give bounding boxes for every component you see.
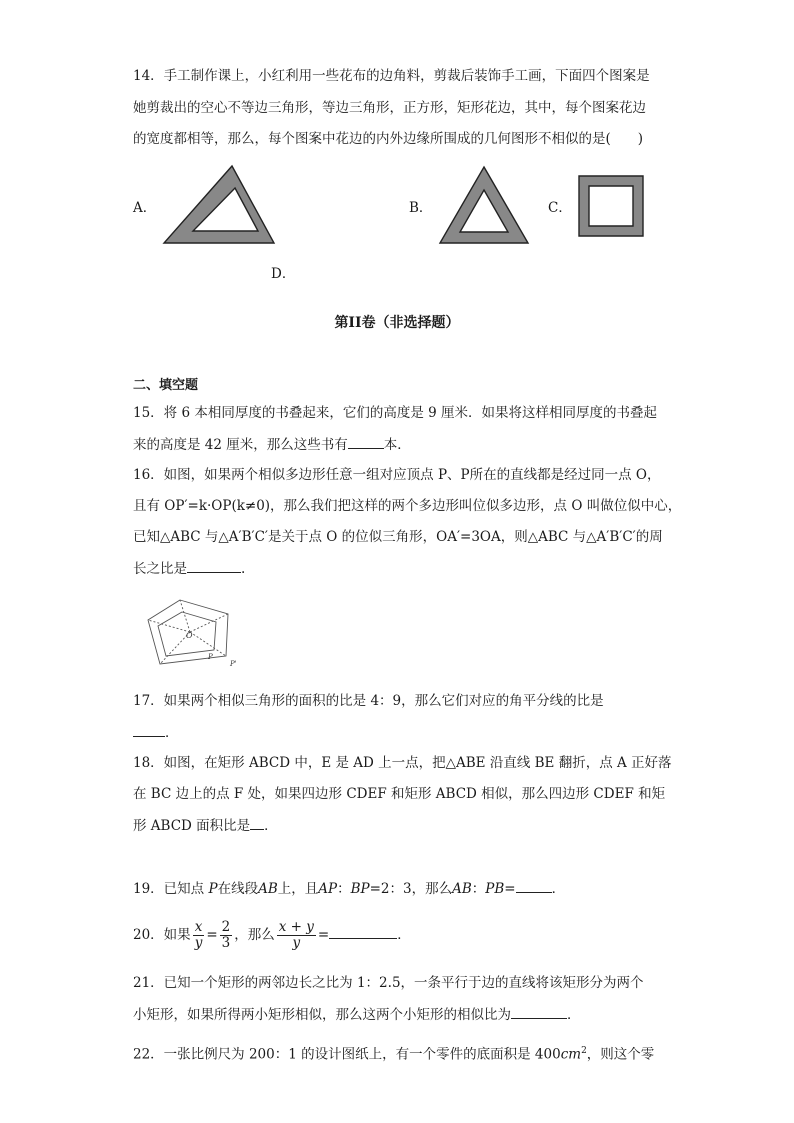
q19-text-5: =2：3，那么 bbox=[369, 881, 453, 897]
q22-line-1 bbox=[133, 1041, 654, 1065]
q19-answer-blank[interactable] bbox=[516, 878, 552, 893]
q19-var-pb: PB bbox=[485, 881, 505, 897]
q14-line-1: 14．手工制作课上，小红利用一些花布的边角料，剪裁后装饰手工画，下面四个图案是 bbox=[133, 68, 650, 84]
q18-line-1: 18．如图，在矩形 ABCD 中，E 是 AD 上一点，把△ABE 沿直线 BE 翻折，点 A 正好落 bbox=[133, 755, 672, 771]
q19-var-p: P bbox=[208, 881, 218, 897]
q16-homothety-figure bbox=[140, 594, 248, 670]
q19-var-bp: BP bbox=[350, 881, 370, 897]
q20-frac1-den: y bbox=[194, 935, 203, 951]
q20-line bbox=[133, 918, 411, 952]
q15-text-b: 本． bbox=[383, 437, 411, 453]
section-subtitle: 二、填空题 bbox=[133, 378, 199, 393]
q16-text-b: . bbox=[241, 561, 246, 577]
q16-line-1: 16．如图，如果两个相似多边形任意一组对应顶点 P、P所在的直线都是经过同一点 O， bbox=[133, 467, 661, 483]
label-o: O bbox=[186, 631, 193, 640]
q15-answer-blank[interactable] bbox=[348, 434, 384, 449]
q16-line-4 bbox=[133, 558, 245, 579]
q20-fraction-2-over-3 bbox=[220, 920, 233, 951]
q20-fraction-xy-over-y bbox=[277, 920, 316, 951]
q16-text-a: 长之比是 bbox=[133, 561, 187, 577]
q19-line bbox=[133, 878, 565, 899]
option-a-label: A． bbox=[133, 200, 157, 216]
q21-text-b: ． bbox=[567, 1007, 581, 1023]
q17-line-1: 17．如果两个相似三角形的面积的比是 4：9，那么它们对应的角平分线的比是 bbox=[133, 693, 604, 709]
q17-answer-blank[interactable] bbox=[133, 722, 165, 737]
q20-frac3-den: y bbox=[292, 935, 301, 951]
option-c-square-frame bbox=[576, 173, 646, 239]
q19-var-ap: AP bbox=[318, 881, 338, 897]
label-p: P bbox=[208, 653, 213, 661]
q16-answer-blank[interactable] bbox=[187, 558, 241, 573]
q16-line-2: 且有 OP′=k·OP(k≠0)，那么我们把这样的两个多边形叫位似多边形，点 O 叫做位似中心， bbox=[133, 498, 682, 514]
q22-unit: cm bbox=[560, 1046, 582, 1063]
label-p-prime: P' bbox=[230, 660, 237, 668]
q19-text-3: 上，且 bbox=[277, 881, 319, 897]
q22-text-a: 22．一张比例尺为 200：1 的设计图纸上，有一个零件的底面积是 400 bbox=[133, 1046, 561, 1063]
q18-answer-blank[interactable] bbox=[250, 815, 264, 830]
q19-text-4: ： bbox=[337, 881, 351, 897]
q17-line-2 bbox=[133, 722, 179, 743]
q18-text-a: 形 ABCD 面积比是 bbox=[133, 818, 251, 834]
q20-frac2-den: 3 bbox=[221, 935, 231, 951]
q15-line-2 bbox=[133, 434, 411, 455]
q16-line-3: 已知△ABC 与△A′B′C′是关于点 O 的位似三角形，OA′=3OA，则△ABC 与△A′B′C′的周 bbox=[133, 529, 663, 545]
q14-line-3: 的宽度都相等，那么，每个图案中花边的内外边缘所围成的几何图形不相似的是( ) bbox=[133, 131, 644, 147]
option-d-label: D． bbox=[271, 266, 296, 282]
q18-text-b: ． bbox=[264, 818, 278, 834]
q20-fraction-x-over-y bbox=[193, 920, 205, 951]
q15-text-a: 来的高度是 42 厘米，那么这些书有 bbox=[133, 437, 348, 453]
q20-text-3: ． bbox=[397, 927, 411, 943]
q20-frac3-num: x + y bbox=[278, 919, 314, 935]
q18-line-2: 在 BC 边上的点 F 处，如果四边形 CDEF 和矩形 ABCD 相似，那么四边形 CDEF 和矩 bbox=[133, 786, 666, 802]
q19-text-7: = bbox=[504, 881, 516, 897]
q20-equals-2: = bbox=[317, 927, 330, 943]
q20-frac1-num: x bbox=[193, 920, 205, 936]
q21-line-1: 21．已知一个矩形的两邻边长之比为 1：2.5，一条平行于边的直线将该矩形分为两个 bbox=[133, 975, 644, 991]
option-b-label: B． bbox=[409, 200, 433, 216]
section-title: 第II卷（非选择题） bbox=[334, 315, 460, 331]
q14-line-2: 她剪裁出的空心不等边三角形，等边三角形，正方形，矩形花边，其中，每个图案花边 bbox=[133, 100, 646, 116]
q21-answer-blank[interactable] bbox=[511, 1004, 567, 1019]
q20-text-1: 20．如果 bbox=[133, 927, 191, 943]
q22-text-b: ，则这个零 bbox=[586, 1046, 655, 1063]
option-c-label: C． bbox=[548, 200, 572, 216]
q18-line-3 bbox=[133, 815, 278, 836]
q19-text-2: 在线段 bbox=[217, 881, 259, 897]
q21-text-a: 小矩形，如果所得两小矩形相似，那么这两个小矩形的相似比为 bbox=[133, 1007, 511, 1023]
option-a-scalene-triangle-frame bbox=[160, 162, 280, 248]
q20-text-2: ，那么 bbox=[234, 927, 275, 943]
q22-unit-sup: 2 bbox=[581, 1046, 587, 1056]
q21-line-2 bbox=[133, 1004, 581, 1025]
q19-text-1: 19．已知点 bbox=[133, 881, 209, 897]
q15-line-1: 15．将 6 本相同厚度的书叠起来，它们的高度是 9 厘米．如果将这样相同厚度的书叠起 bbox=[133, 405, 658, 421]
q20-answer-blank[interactable] bbox=[329, 924, 397, 939]
q20-frac2-num: 2 bbox=[221, 919, 231, 935]
q19-text-8: ． bbox=[551, 881, 566, 897]
q17-text-b: ． bbox=[165, 725, 179, 741]
q19-var-ab-2: AB bbox=[452, 881, 472, 897]
q19-var-ab: AB bbox=[258, 881, 278, 897]
option-b-equilateral-triangle-frame bbox=[436, 163, 532, 247]
q19-text-6: ： bbox=[471, 881, 486, 897]
q20-equals-1: = bbox=[206, 927, 218, 943]
